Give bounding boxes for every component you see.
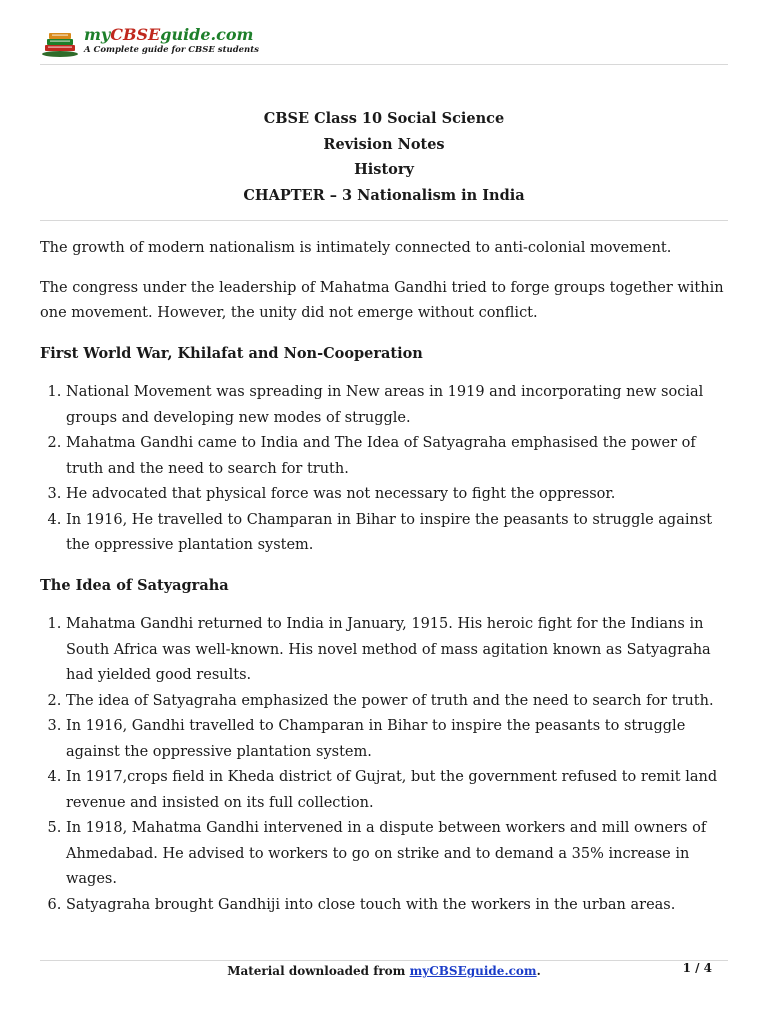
title-chapter: CHAPTER – 3 Nationalism in India xyxy=(243,186,525,204)
list-item: 1. Mahatma Gandhi returned to India in January, 1915. His heroic fight for the Indians in South Africa was well-known. His novel method of mass agitation known as Satyagraha had yielded good results. xyxy=(66,612,730,689)
section-heading-first-world-war: First World War, Khilafat and Non-Cooperation xyxy=(40,344,423,362)
page-header xyxy=(40,26,728,65)
intro-paragraph-1: The growth of modern nationalism is intimately connected to anti-colonial movement. xyxy=(40,240,672,256)
title-notes: Revision Notes xyxy=(323,135,445,153)
list-item: 2. Mahatma Gandhi came to India and The Idea of Satyagraha emphasised the power of truth and the need to search for truth. xyxy=(66,431,730,482)
list-item: 5. In 1918, Mahatma Gandhi intervened in a dispute between workers and mill owners of Ahmedabad. He advised to workers to go on strike and to demand a 35% increase in wages. xyxy=(66,816,730,893)
list-item: 4. In 1916, He travelled to Champaran in Bihar to inspire the peasants to struggle against the oppressive plantation system. xyxy=(66,508,730,559)
title-subject: History xyxy=(354,161,414,178)
title-block xyxy=(40,106,728,221)
brand-tagline: A Complete guide for CBSE students xyxy=(84,45,259,55)
section2-list xyxy=(40,612,730,918)
list-item: 1. National Movement was spreading in New areas in 1919 and incorporating new social groups and developing new modes of struggle. xyxy=(66,380,730,431)
title-class: CBSE Class 10 Social Science xyxy=(263,110,505,127)
footer-text xyxy=(40,964,728,978)
footer-prefix: Material downloaded from xyxy=(227,964,410,978)
brand-cbse: CBSE xyxy=(110,25,161,44)
document-body xyxy=(40,236,730,932)
section1-list xyxy=(40,380,730,559)
page-number: 1 / 4 xyxy=(682,961,712,975)
footer-suffix: . xyxy=(536,964,541,978)
list-item: 6. Satyagraha brought Gandhiji into close touch with the workers in the urban areas. xyxy=(66,893,730,919)
books-logo-icon xyxy=(40,28,80,58)
brand-my: my xyxy=(84,25,111,44)
page-footer xyxy=(40,960,728,978)
list-item: 4. In 1917,crops field in Kheda district of Gujrat, but the government refused to remit land revenue and insisted on its full collection. xyxy=(66,765,730,816)
list-item: 2. The idea of Satyagraha emphasized the power of truth and the need to search for truth. xyxy=(66,689,730,715)
footer-site-link[interactable]: myCBSEguide.com xyxy=(409,964,537,978)
list-item: 3. In 1916, Gandhi travelled to Champaran in Bihar to inspire the peasants to struggle against the oppressive plantation system. xyxy=(66,714,730,765)
list-item: 3. He advocated that physical force was not necessary to fight the oppressor. xyxy=(66,482,730,508)
brand-rest: guide.com xyxy=(160,25,254,44)
section-heading-satyagraha: The Idea of Satyagraha xyxy=(40,576,229,594)
brand-name xyxy=(84,26,253,44)
intro-paragraph-2: The congress under the leadership of Mahatma Gandhi tried to forge groups together within one movement. However, the unity did not emerge without conflict. xyxy=(40,279,724,321)
